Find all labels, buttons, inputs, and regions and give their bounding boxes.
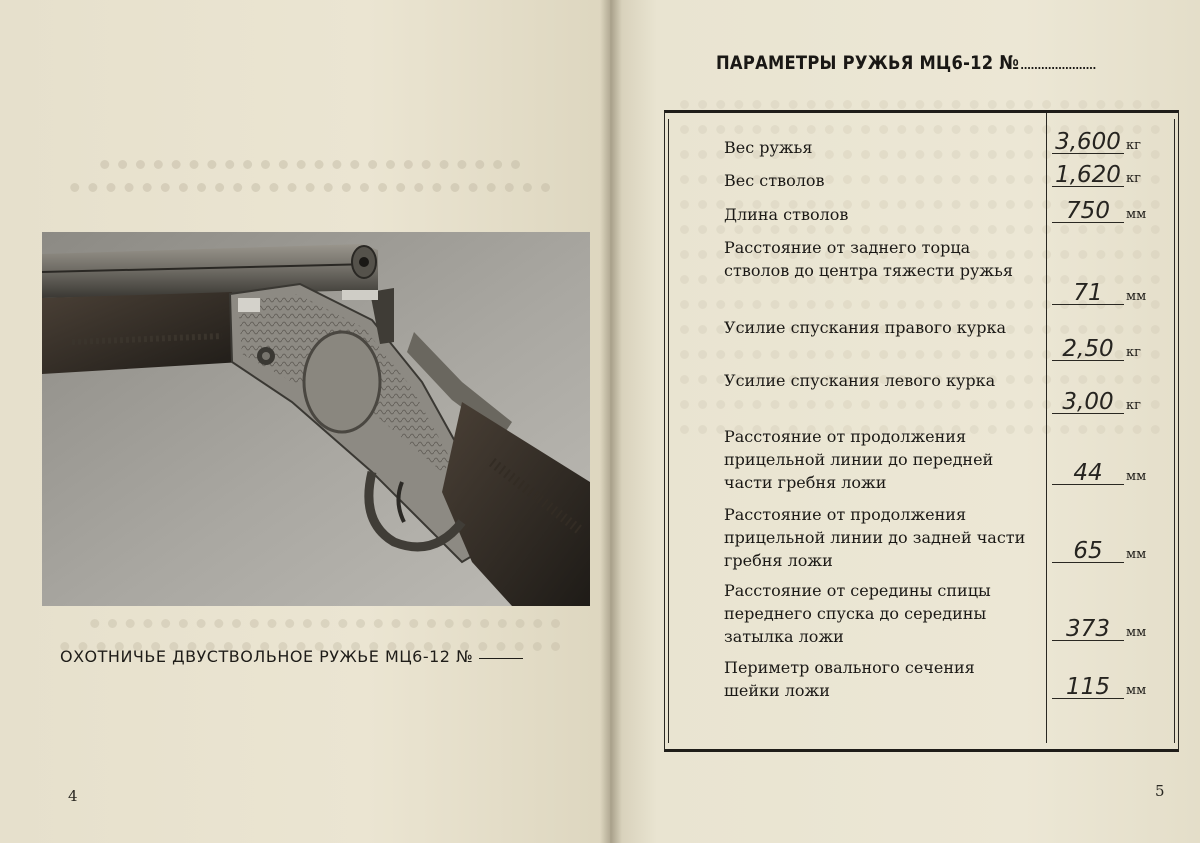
page-number-right: 5 [1155, 782, 1165, 800]
param-unit: мм [1126, 207, 1147, 222]
param-unit: мм [1126, 469, 1147, 484]
param-unit: кг [1126, 345, 1141, 360]
param-value: 3,00 [1052, 391, 1124, 414]
param-label: Расстояние от продолжения прицельной линии до задней части гребня ложи [724, 505, 1026, 570]
param-value-cell [1052, 618, 1172, 641]
parameters-title [716, 52, 1095, 74]
param-value: 373 [1052, 618, 1124, 641]
param-value-cell [1052, 282, 1172, 305]
param-value-cell [1052, 200, 1172, 223]
caption-text: ОХОТНИЧЬЕ ДВУСТВОЛЬНОЕ РУЖЬЕ МЦ6-12 № [60, 647, 474, 666]
photo-caption [60, 647, 523, 666]
param-label: Расстояние от середины спицы переднего спуска до середины затылка ложи [724, 581, 991, 646]
param-unit: мм [1126, 683, 1147, 698]
param-value: 2,50 [1052, 338, 1124, 361]
book-gutter [600, 0, 622, 843]
param-value-cell [1052, 391, 1172, 414]
param-unit: мм [1126, 625, 1147, 640]
param-value: 1,620 [1052, 164, 1124, 187]
param-value: 115 [1052, 676, 1124, 699]
param-unit: мм [1126, 547, 1147, 562]
shotgun-illustration [42, 232, 590, 606]
param-value-cell [1052, 462, 1172, 485]
param-label: Вес стволов [724, 171, 825, 190]
param-label: Вес ружья [724, 138, 813, 157]
param-unit: кг [1126, 171, 1141, 186]
param-label: Расстояние от заднего торца стволов до центра тяжести ружья [724, 238, 1013, 280]
param-label: Длина стволов [724, 205, 849, 224]
parameters-title-text: ПАРАМЕТРЫ РУЖЬЯ МЦ6-12 № [716, 52, 1020, 74]
param-unit: мм [1126, 289, 1147, 304]
param-value-cell [1052, 164, 1172, 187]
param-label: Расстояние от продолжения прицельной линии до передней части гребня ложи [724, 427, 994, 492]
param-value-cell [1052, 338, 1172, 361]
shotgun-photo [42, 232, 590, 606]
param-label: Периметр овального сечения шейки ложи [724, 658, 975, 700]
param-value: 65 [1052, 540, 1124, 563]
param-value-cell [1052, 676, 1172, 699]
param-label: Усилие спускания правого курка [724, 318, 1006, 337]
param-unit: кг [1126, 398, 1141, 413]
param-unit: кг [1126, 138, 1141, 153]
param-value: 44 [1052, 462, 1124, 485]
param-value-cell [1052, 131, 1172, 154]
param-value: 3,600 [1052, 131, 1124, 154]
param-label: Усилие спускания левого курка [724, 371, 996, 390]
param-value: 750 [1052, 200, 1124, 223]
param-value-cell [1052, 540, 1172, 563]
serial-blank [479, 658, 523, 659]
param-value: 71 [1052, 282, 1124, 305]
serial-blank-title [1021, 67, 1095, 69]
page-number-left: 4 [68, 787, 78, 805]
